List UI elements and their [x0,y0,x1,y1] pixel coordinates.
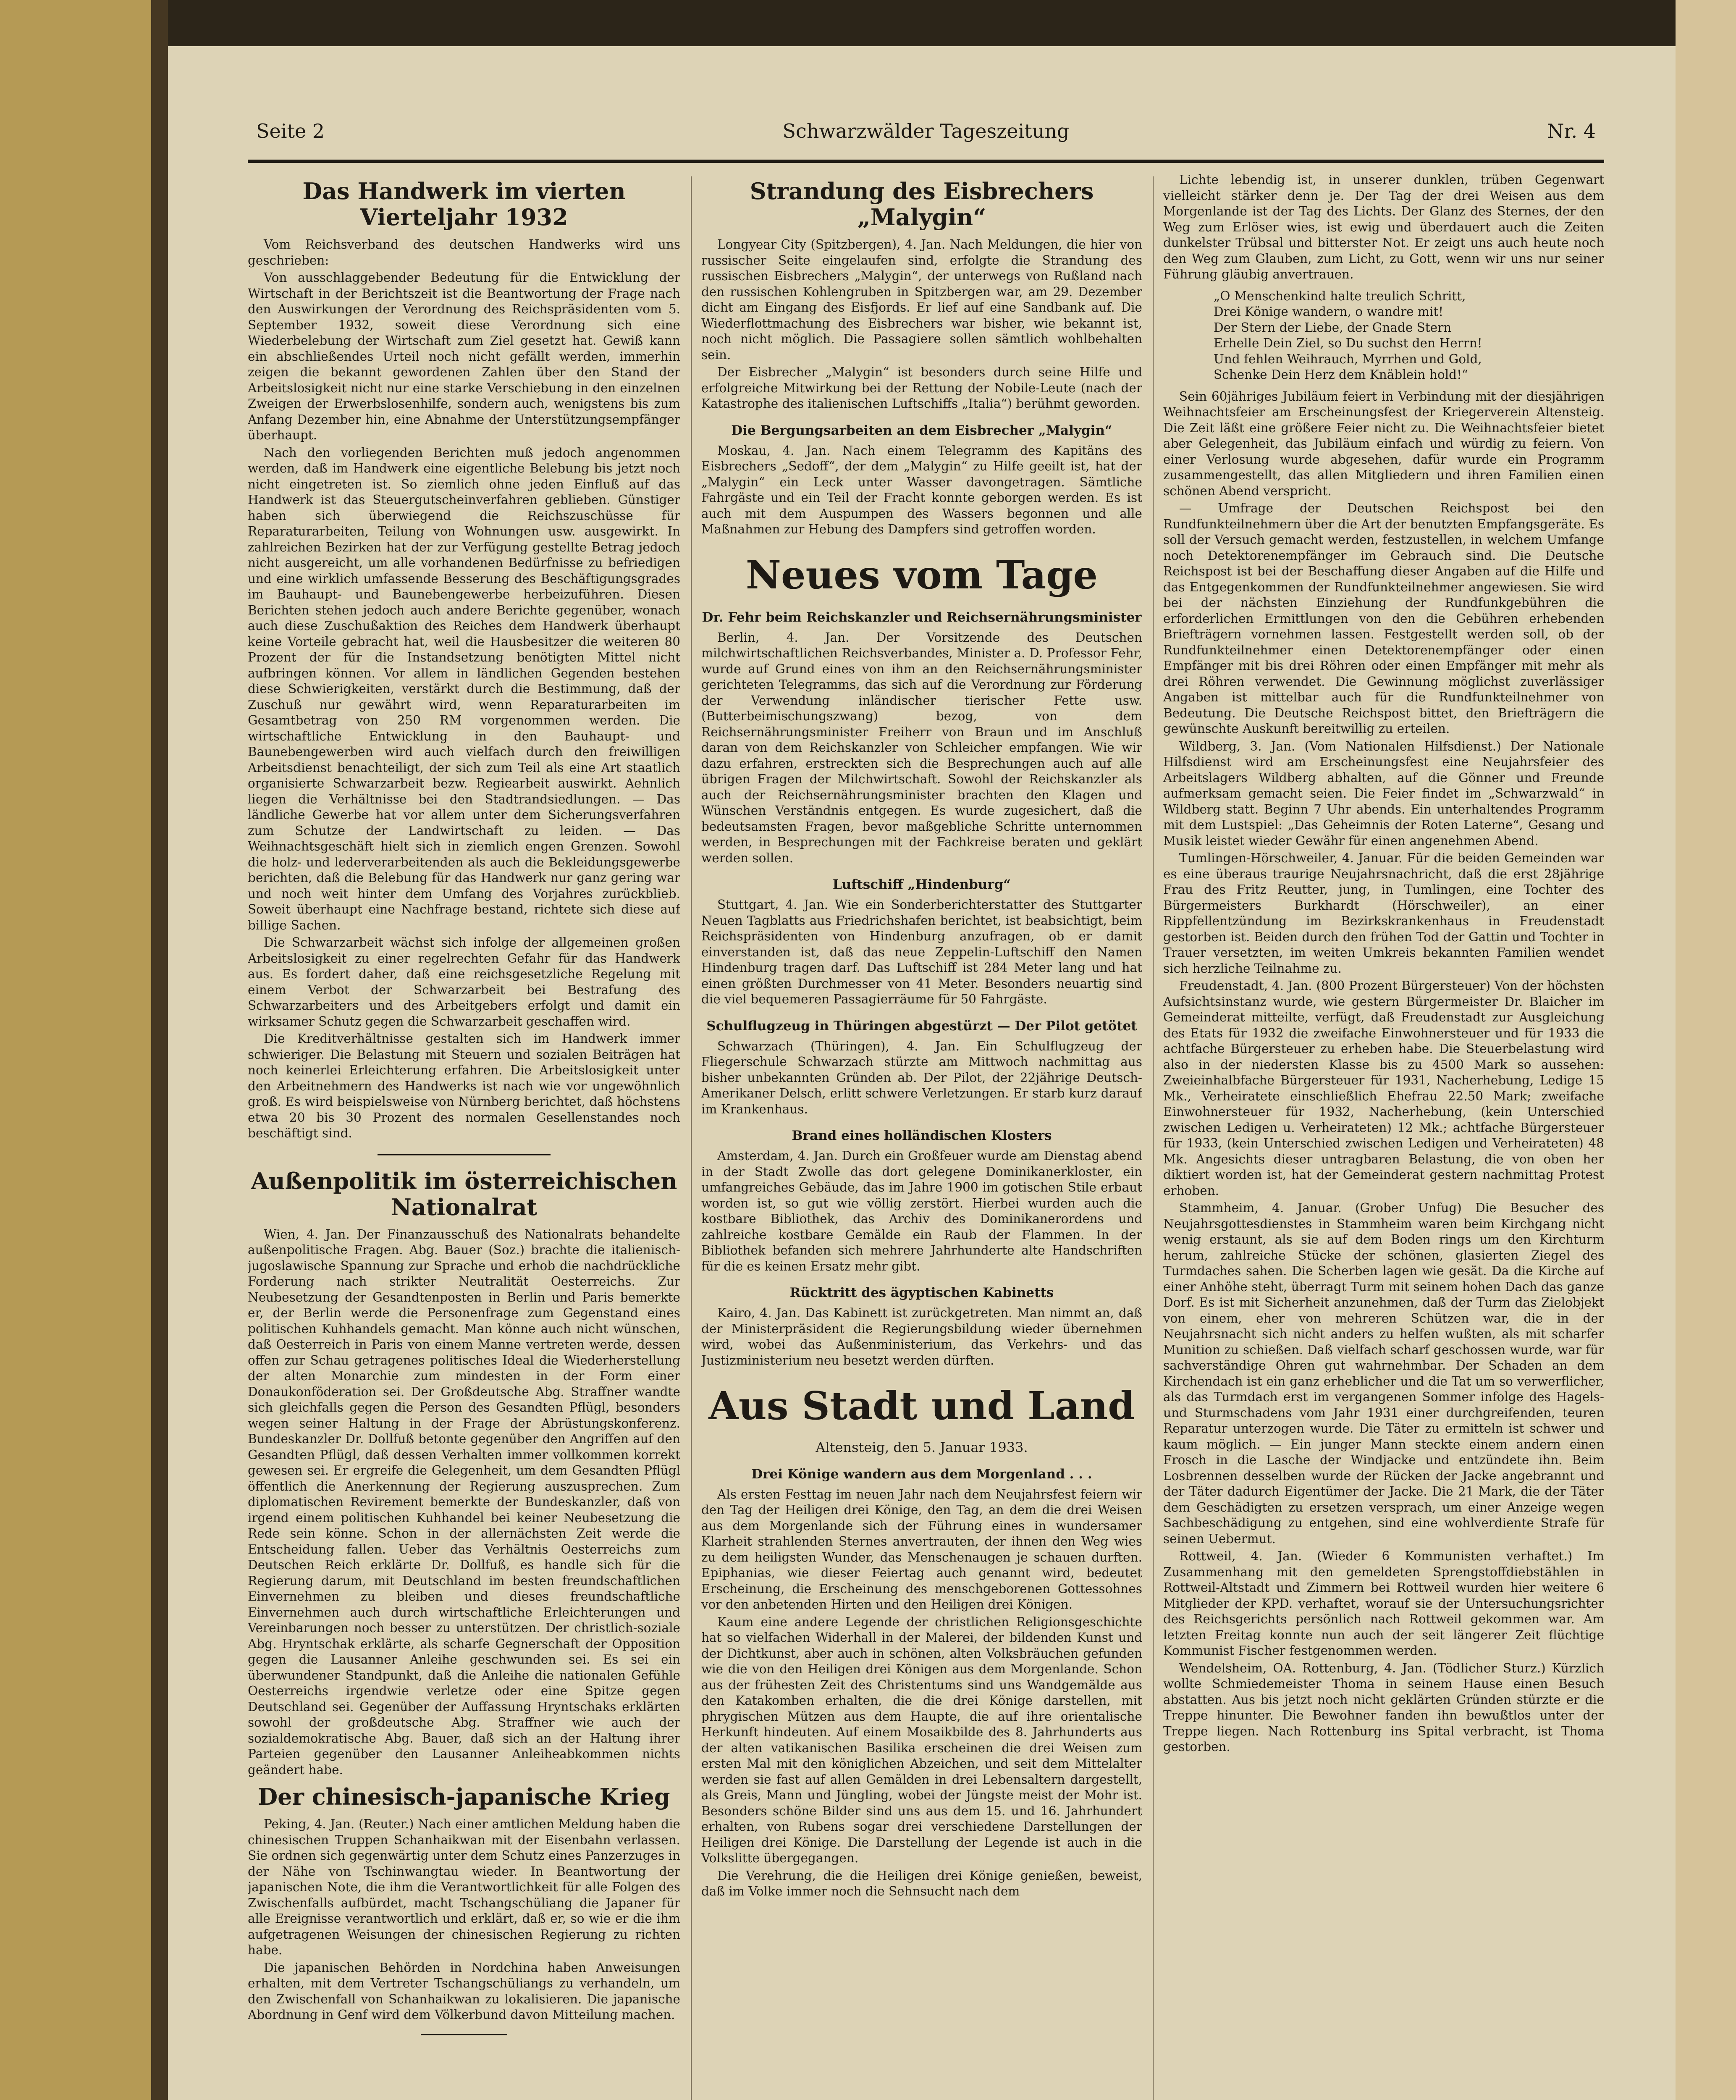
column-end-rule [421,2034,507,2035]
page-number-label: Seite 2 [256,120,325,142]
issue-number-label: Nr. 4 [1547,120,1596,142]
article-paragraph: Die Kreditverhältnisse gestalten sich im Handwerk immer schwieriger. Die Belastung mit Steuern und sozialen Beiträgen hat noch keinerlei Erleichterung erfahren. Die Arbeitslosigkeit unter den Arbeitnehmern des Handwerks ist nach wie vor ungewöhnlich groß. Es wird beispielsweise von Nürnberg berichtet, daß höchstens etwa 20 bis 30 Prozent des normalen Gesellenstandes noch beschäftigt sind. [248,1032,680,1140]
article-paragraph: Die japanischen Behörden in Nordchina haben Anweisungen erhalten, mit dem Vertreter Tschangschüliangs zu verhandeln, um den Zwischenfall von Schanhaikwan zu lokalisieren. Die japanische Abordnung in Genf wird dem Völkerbund davon Mitteilung machen. [248,1960,680,2022]
article-paragraph: Die Schwarzarbeit wächst sich infolge der allgemeinen großen Arbeitslosigkeit zu einer regelrechten Gefahr für das Handwerk aus. Es fordert daher, daß eine reichsgesetzliche Regelung mit einem Verbot der Schwarzarbeit bei Bestrafung des Schwarzarbeiters und des Arbeitgebers erfolgt und damit ein wirksamer Schutz gegen die Schwarzarbeit geschaffen wird. [248,935,680,1029]
article-paragraph: — Umfrage der Deutschen Reichspost bei den Rundfunkteilnehmern über die Art der benutzten Empfangsgeräte. Es soll der Versuch gemacht werden, festzustellen, in welchem Umfange noch Detektorenempfänger im Gebrauch sind. Die Deutsche Reichspost ist bei der Beschaffung dieser Angaben auf die Hilfe und das Entgegenkommen der Rundfunkteilnehmer angewiesen. Sie wird bei der nächsten Einziehung der Rundfunkgebühren die erforderlichen Ermittlungen von den die Gebühren erhebenden Briefträgern vornehmen lassen. Festgestellt werden soll, ob der Rundfunkteilnehmer einen Detektorenempfänger oder einen Empfänger mit bis drei Röhren oder einen Empfänger mit mehr als drei Röhren verwendet. Die Gewinnung möglichst zuverlässiger Angaben ist mittelbar auch für die Rundfunkteilnehmer von Bedeutung. Die Deutsche Reichspost bittet, den Briefträgern die gewünschte Auskunft bereitwillig zu erteilen. [1163,501,1604,736]
right-page-edge [1676,0,1736,2100]
article-paragraph: Moskau, 4. Jan. Nach einem Telegramm des Kapitäns des Eisbrechers „Sedoff“, der dem „Malygin“ zu Hilfe geeilt ist, hat der „Malygin“ ein Leck unter Wasser davongetragen. Sämtliche Fahrgäste und ein Teil der Fracht konnte geborgen werden. Es ist auch mit dem Auspumpen des Wassers begonnen und alle Maßnahmen zur Hebung des Dampfers sind getroffen worden. [701,443,1142,536]
headline-drei-koenige: Drei Könige wandern aus dem Morgenland . . . [751,1466,1092,1482]
article-paragraph: Sein 60jähriges Jubiläum feiert in Verbindung mit der diesjährigen Weihnachtsfeier am Erscheinungsfest der Kriegerverein Altensteig. Die Zeit läßt eine größere Feier nicht zu. Die Weihnachtsfeier bietet aber Gelegenheit, das Jubiläum einfach und würdig zu feiern. Von einer Verlosung wurde abgesehen, dafür wurde ein Programm zusammengestellt, das allen Mitgliedern und ihren Familien einen schönen Abend verspricht. [1163,389,1604,498]
headline-aussenpolitik: Außenpolitik im österreichischen Nationalrat [251,1167,677,1221]
article-paragraph: Kaum eine andere Legende der christlichen Religionsgeschichte hat so vielfachen Widerhall in der Malerei, der bildenden Kunst und der Dichtkunst, aber auch in schönen, alten Volksbräuchen gefunden wie die von den Heiligen drei Königen aus dem Morgenlande. Schon aus der frühesten Zeit des Christentums sind uns Wandgemälde aus den Katakomben erhalten, die die drei Könige darstellen, mit phrygischen Mützen aus dem Haupte, die auf ihre orientalische Herkunft hindeuten. Auf einem Mosaikbilde des 8. Jahrhunderts aus der alten vatikanischen Basilika erscheinen die drei Weisen zum ersten Mal mit den königlichen Abzeichen, und seit dem Mittelalter werden sie fast auf allen Gemälden in drei Lebensaltern dargestellt, als Greis, Mann und Jüngling, wobei der Jüngste meist der Mohr ist. Besonders schöne Bilder sind uns aus dem 15. und 16. Jahrhundert erhalten, von Rubens sogar drei verschiedene Darstellungen der Heiligen drei Könige. Die Darstellung der Legende ist auch in die Volkslitte übergegangen. [701,1614,1142,1865]
article-paragraph: Der Eisbrecher „Malygin“ ist besonders durch seine Hilfe und erfolgreiche Mitwirkung bei der Rettung der Nobile-Leute (nach der Katastrophe des italienischen Luftschiffs „Italia“) berühmt geworden. [701,365,1142,411]
masthead [256,120,1596,162]
poem-line: Der Stern der Liebe, der Gnade Stern [1214,320,1452,335]
headline-strandung: Strandung des Eisbrechers „Malygin“ [750,178,1094,231]
poem-line: Erhelle Dein Ziel, so Du suchst den Herrn! [1214,336,1482,350]
column-2 [701,172,1142,2100]
article-divider [378,1154,551,1155]
headline-krieg: Der chinesisch-japanische Krieg [258,1783,670,1810]
article-paragraph: Von ausschlaggebender Bedeutung für die Entwicklung der Wirtschaft in der Berichtszeit ist die Beantwortung der Frage nach den Auswirkungen der Verordnung des Reichspräsidenten vom 5. September 1932, soweit diese Verordnung sich eine Wiederbelebung der Wirtschaft zum Ziel gesetzt hat. Gewiß kann ein abschließendes Urteil noch nicht gefällt werden, immerhin zeigen die bekannt gewordenen Zahlen über den Stand der Arbeitslosigkeit nicht nur eine starke Verschiebung in den einzelnen Zweigen der Erwerbslosenhilfe, sondern auch, wenigstens bis zum Anfang Dezember hin, eine Abnahme der Unterstützungsempfänger überhaupt. [248,270,680,442]
article-paragraph: Vom Reichsverband des deutschen Handwerks wird uns geschrieben: [248,237,680,268]
article-paragraph: Peking, 4. Jan. (Reuter.) Nach einer amtlichen Meldung haben die chinesischen Truppen Schanhaikwan mit der Eisenbahn verlassen. Sie ordnen sich gegenwärtig unter dem Schutz eines Panzerzuges in der Nähe von Tschinwangtau wieder. In Beantwortung der japanischen Note, die ihm die Verantwortlichkeit für alle Folgen des Zwischenfalls aufbürdet, macht Tschangschüliang die Japaner für alle Ereignisse verantwortlich und erklärt, daß er, so wie er die ihm aufgetragenen Weisungen der chinesischen Regierung zu richten habe. [248,1817,680,1957]
article-paragraph: Kairo, 4. Jan. Das Kabinett ist zurückgetreten. Man nimmt an, daß der Ministerpräsident die Regierungsbildung wieder übernehmen wird, wobei das Außenministerium, das Verkehrs- und das Justizministerium neu besetzt werden dürften. [701,1306,1142,1368]
column-rule-1 [691,176,692,2100]
section-title-aus-stadt-und-land: Aus Stadt und Land [708,1383,1135,1428]
article-paragraph: Longyear City (Spitzbergen), 4. Jan. Nach Meldungen, die hier von russischer Seite eingelaufen sind, erfolgte die Strandung des russischen Eisbrechers „Malygin“, der unterwegs von Rußland nach den russischen Kohlengruben in Spitzbergen war, am 29. Dezember dicht am Eingang des Eisfjords. Er lief auf eine Sandbank auf. Die Wiederflottmachung des Eisbrechers war bisher, wie bekannt ist, noch nicht möglich. Die Passagiere sollen sämtlich wohlbehalten sein. [701,237,1142,362]
poem-line: Schenke Dein Herz dem Knäblein hold!“ [1214,368,1468,382]
headline-luftschiff: Luftschiff „Hindenburg“ [832,877,1011,892]
local-dateline: Altensteig, den 5. Januar 1933. [816,1439,1028,1455]
column-1 [248,172,680,2100]
poem [1163,289,1604,383]
article-paragraph: Schwarzach (Thüringen), 4. Jan. Ein Schulflugzeug der Fliegerschule Schwarzach stürzte am Mittwoch nachmittag aus bisher unbekannten Gründen ab. Der Pilot, der 22jährige Deutsch-Amerikaner Delsch, erlitt schwere Verletzungen. Er starb kurz darauf im Krankenhaus. [701,1039,1142,1116]
article-paragraph: Freudenstadt, 4. Jan. (800 Prozent Bürgersteuer) Von der höchsten Aufsichtsinstanz wurde, wie gestern Bürgermeister Dr. Blaicher im Gemeinderat mitteilte, verfügt, daß Freudenstadt zur Ausgleichung des Etats für 1932 die zweifache Einwohnersteuer und für 1933 die achtfache Bürgersteuer zu erheben habe. Die Steuerbelastung wird also in der niedersten Klasse bis zu 4500 Mark so aussehen: Zweieinhalbfache Bürgersteuer für 1931, Nacherhebung, Ledige 15 Mk., Verheiratete einschließlich Ehefrau 22.50 Mark; zweifache Einwohnersteuer für 1932, Nacherhebung, (kein Unterschied zwischen Ledigen u. Verheirateten) 12 Mk.; achtfache Bürgersteuer für 1933, (kein Unterschied zwischen Ledigen und Verheirateten) 48 Mk. Angesichts dieser untragbaren Belastung, die von oben her diktiert worden ist, hat der Gemeinderat gestern nachmittag Protest erhoben. [1163,979,1604,1198]
headline-ruecktritt: Rücktritt des ägyptischen Kabinetts [789,1285,1054,1300]
article-paragraph: Wien, 4. Jan. Der Finanzausschuß des Nationalrats behandelte außenpolitische Fragen. Abg. Bauer (Soz.) brachte die italienisch-jugoslawische Spannung zur Sprache und erhob die nachdrückliche Forderung nach strikter Neutralität Oesterreichs. Zur Neubesetzung der Gesandtenposten in Berlin und Paris bemerkte er, der Berlin werde die Personenfrage zum Gegenstand eines politischen Kuhhandels gemacht. Man könne auch nicht wünschen, daß Oesterreich in Paris von einem Manne vertreten werde, dessen offen zur Schau getragenes politisches Ideal die Wiederherstellung der alten Monarchie zum mindesten in der Form einer Donaukonföderation sei. Der Großdeutsche Abg. Straffner wandte sich gleichfalls gegen die Person des Gesandten Pflügl, besonders wegen seiner Haltung in der Frage der Abrüstungskonferenz. Bundeskanzler Dr. Dollfuß betonte gegenüber den Angriffen auf den Gesandten Pflügl, daß dessen Verhalten immer vollkommen korrekt gewesen sei. Er ergreife die Gelegenheit, um dem Gesandten Pflügl öffentlich die Anerkennung der Regierung auszusprechen. Zum diplomatischen Revirement bemerkte der Bundeskanzler, daß von irgend einem politischen Kuhhandel bei keiner Neubesetzung die Rede sein könne. Schon in der allernächsten Zeit werde die Entscheidung fallen. Ueber das Verhältnis Oesterreichs zum Deutschen Reich erklärte Dr. Dollfuß, es handle sich für die Regierung darum, mit Deutschland im besten freundschaftlichen Einvernehmen zu bleiben und dieses freundschaftliche Einvernehmen auch durch wirtschaftliche Erleichterungen und Vereinbarungen noch besser zu unterstützen. Der christlich-soziale Abg. Hryntschak erklärte, als scharfe Gegnerschaft der Opposition gegen die Lausanner Anleihe geschwunden sei. Es sei ein überwundener Standpunkt, daß die Anleihe die nationalen Gefühle Oesterreichs irgendwie verletze oder eine Spitze gegen Deutschland sei. Gegenüber der Auffassung Hryntschaks erklärten sowohl der großdeutsche Abg. Straffner wie auch der sozialdemokratische Abg. Bauer, daß sich an der Haltung ihrer Parteien gegenüber den Lausanner Anleiheabkommen nichts geändert habe. [248,1227,680,1777]
headline-brand: Brand eines holländischen Klosters [792,1128,1052,1143]
masthead-rule [248,160,1604,163]
section-title-neues-vom-tage: Neues vom Tage [745,552,1098,598]
article-paragraph: Rottweil, 4. Jan. (Wieder 6 Kommunisten verhaftet.) Im Zusammenhang mit den gemeldeten Sprengstoffdiebstählen in Rottweil-Altstadt und Zimmern bei Rottweil wurden hier weitere 6 Mitglieder der KPD. verhaftet, worauf sie der Untersuchungsrichter des Reichsgerichts persönlich nach Rottweil gekommen war. Am letzten Freitag konnte nun auch der seit längerer Zeit flüchtige Kommunist Fischer festgenommen werden. [1163,1549,1604,1658]
article-paragraph: Wendelsheim, OA. Rottenburg, 4. Jan. (Tödlicher Sturz.) Kürzlich wollte Schmiedemeister Thoma in seinem Hause einen Besuch abstatten. Aus bis jetzt noch nicht geklärten Gründen stürzte er die Treppe hinunter. Die Bewohner fanden ihn bewußtlos unter der Treppe liegen. Nach Rottenburg ins Spital verbracht, ist Thoma gestorben. [1163,1661,1604,1754]
article-paragraph: Lichte lebendig ist, in unserer dunklen, trüben Gegenwart vielleicht stärker denn je. Der Tag der drei Weisen aus dem Morgenlande ist der Tag des Lichts. Der Glanz des Sternes, der den Weg zum Erlöser wies, ist ewig und überdauert auch die Zeiten dunkelster Trübsal und bitterster Not. Er zeigt uns auch heute noch den Weg zum Glauben, zum Licht, zu Gott, wenn wir uns nur seiner Führung gläubig anvertrauen. [1163,173,1604,281]
article-paragraph: Berlin, 4. Jan. Der Vorsitzende des Deutschen milchwirtschaftlichen Reichsverbandes, Minister a. D. Professor Fehr, wurde auf Grund eines von ihm an den Reichsernährungsminister gerichteten Telegramms, das sich auf die Verordnung zur Förderung der Verwendung inländischer tierischer Fette usw. (Butterbeimischungszwang) bezog, von dem Reichsernährungsminister Freiherr von Braun und im Anschluß daran von dem Reichskanzler von Schleicher empfangen. Wie wir dazu erfahren, erstreckten sich die Besprechungen auch auf alle übrigen Fragen der Milchwirtschaft. Sowohl der Reichskanzler als auch der Reichsernährungsminister brachten den Klagen und Wünschen Verständnis entgegen. Es wurde zugesichert, daß die bedeutsamsten Fragen, bevor maßgebliche Schritte unternommen werden, in Besprechungen mit der Fachkreise beraten und geklärt werden sollen. [701,630,1142,865]
headline-schulflugzeug: Schulflugzeug in Thüringen abgestürzt — Der Pilot getötet [706,1018,1137,1034]
article-paragraph: Als ersten Festtag im neuen Jahr nach dem Neujahrsfest feiern wir den Tag der Heiligen drei Könige, den Tag, an dem die drei Weisen aus dem Morgenlande sich der Führung eines in wundersamer Klarheit strahlenden Sternes anvertrauten, der ihnen den Weg wies zu dem heiligsten Wunder, das Menschenaugen je schauen durften. Epiphanias, wie dieser Feiertag auch genannt wird, bedeutet Erscheinung, die Erscheinung des menschgeborenen Gottessohnes vor den anbetenden Hirten und den Heiligen drei Königen. [701,1487,1142,1612]
newspaper-page [168,46,1676,2100]
article-paragraph: Stammheim, 4. Januar. (Grober Unfug) Die Besucher des Neujahrsgottesdienstes in Stammheim waren beim Kirchgang nicht wenig erstaunt, als sie auf dem Boden rings um den Kirchturm herum, zahlreiche Stücke der schönen, glasierten Ziegel des Turmdaches sahen. Die Scherben lagen wie gesät. Da die Kirche auf einer Anhöhe steht, überragt Turm mit seinem hohen Dach das ganze Dorf. Es ist mit Sicherheit anzunehmen, daß der Turm das Zielobjekt von einem, eher von mehreren Schützen war, die in der Neujahrsnacht sich nicht anders zu helfen wußten, als mit scharfer Munition zu schießen. Daß vielfach scharf geschossen wurde, war für sachverständige Ohren gut wahrnehmbar. Der Schaden an dem Kirchendach ist ein ganz erheblicher und die Tat um so verwerflicher, als das Turmdach erst im vergangenen Sommer infolge des Hagels- und Sturmschadens vom Jahr 1931 einer durchgreifenden, teuren Reparatur unterzogen wurde. Die Täter zu ermitteln ist schwer und kaum möglich. — Ein junger Mann steckte einem andern einen Frosch in die Lasche der Windjacke und entzündete ihn. Beim Losbrennen desselben wurde der Rücken der Jacke angebrannt und der Täter dadurch Eigentümer der Jacke. Die 21 Mark, die der Täter dem Geschädigten zu ersetzen versprach, um einer Anzeige wegen Sachbeschädigung zu entgehen, sind eine wohlverdiente Strafe für seinen Uebermut. [1163,1201,1604,1546]
headline-bergung: Die Bergungsarbeiten an dem Eisbrecher „Malygin“ [731,423,1112,438]
newspaper-name: Schwarzwälder Tageszeitung [782,120,1070,142]
article-paragraph: Tumlingen-Hörschweiler, 4. Januar. Für die beiden Gemeinden war es eine überaus traurige Neujahrsnachricht, daß die erst 28jährige Frau des Fritz Reutter, jung, in Tumlingen, eine Tochter des Bürgermeisters Burkhardt (Hörschweiler), an einer Rippfellentzündung im Bezirkskrankenhaus in Freudenstadt gestorben ist. Beiden durch den frühen Tod der Gattin und Tochter in Trauer versetzten, im weiten Umkreis bekannten Familien wendet sich herzliche Teilnahme zu. [1163,851,1604,976]
column-3 [1163,172,1604,2100]
spine-edge-shadow [151,0,168,2100]
article-paragraph: Nach den vorliegenden Berichten muß jedoch angenommen werden, daß im Handwerk eine eigentliche Belebung bis jetzt noch nicht eingetreten ist. So ziemlich ohne jeden Einfluß auf das Handwerk ist das Steuergutscheinverfahren geblieben. Günstiger haben sich überwiegend die Reichszuschüsse für Reparaturarbeiten, Teilung von Wohnungen usw. ausgewirkt. In zahlreichen Bezirken hat der zur Verfügung gestellte Betrag jedoch nicht ausgereicht, um alle vorhandenen Bedürfnisse zu befriedigen und eine wirklich umfassende Besserung des Beschäftigungsgrades im Bauhaupt- und Baunebengewerbe herbeizuführen. Diesen Berichten stehen jedoch auch andere Berichte gegenüber, wonach auch diese Zuschußaktion des Reiches dem Handwerk überhaupt keine Vorteile gebracht hat, weil die Hausbesitzer die weiteren 80 Prozent der für die Instandsetzung benötigten Mittel nicht aufbringen können. Vor allem in ländlichen Gegenden bestehen diese Schwierigkeiten, verstärkt durch die Bestimmung, daß der Zuschuß nur gewährt wird, wenn Reparaturarbeiten im Gesamtbetrag von 250 RM vorgenommen werden. Die wirtschaftliche Entwicklung in den Bauhaupt- und Baunebengewerben wird auch vielfach durch den freiwilligen Arbeitsdienst benachteiligt, der sich zum Teil als eine Art staatlich organisierte Schwarzarbeit bezw. Regiearbeit auswirkt. Aehnlich liegen die Verhältnisse bei den Stadtrandsiedlungen. — Das ländliche Gewerbe hat vor allem unter dem Sicherungsverfahren zum Schutze der Landwirtschaft zu leiden. — Das Weihnachtsgeschäft hielt sich in ziemlich engen Grenzen. Sowohl die holz- und lederverarbeitenden als auch die Bekleidungsgewerbe berichten, daß die Belebung für das Handwerk nur ganz gering war und noch weit hinter dem Umfang des Vorjahres zurückblieb. Soweit überhaupt eine Nachfrage bestand, richtete sich diese auf billige Sachen. [248,445,680,932]
article-paragraph: Amsterdam, 4. Jan. Durch ein Großfeuer wurde am Dienstag abend in der Stadt Zwolle das dort gelegene Dominikanerkloster, ein umfangreiches Gebäude, das im Jahre 1900 im gotischen Stile erbaut worden ist, so gut wie völlig zerstört. Hierbei wurden auch die kostbare Bibliothek, das Archiv des Dominikanerordens und zahlreiche kostbare Gemälde ein Raub der Flammen. In der Bibliothek befanden sich mehrere Jahrhunderte alte Handschriften für die es keinen Ersatz mehr gibt. [701,1149,1142,1273]
poem-line: Und fehlen Weihrauch, Myrrhen und Gold, [1214,352,1482,366]
article-paragraph: Wildberg, 3. Jan. (Vom Nationalen Hilfsdienst.) Der Nationale Hilfsdienst wird am Erscheinungsfest eine Neujahrsfeier des Arbeitslagers Wildberg abhalten, auf die Gönner und Freunde aufmerksam gemacht seien. Die Feier findet im „Schwarzwald“ in Wildberg statt. Beginn 7 Uhr abends. Ein unterhaltendes Programm mit dem Lustspiel: „Das Geheimnis der Roten Laterne“, Gesang und Musik leistet wieder Gewähr für einen angenehmen Abend. [1163,739,1604,848]
article-paragraph: Stuttgart, 4. Jan. Wie ein Sonderberichterstatter des Stuttgarter Neuen Tagblatts aus Friedrichshafen berichtet, ist beabsichtigt, beim Reichspräsidenten von Hindenburg anzufragen, ob er damit einverstanden ist, daß das neue Zeppelin-Luftschiff den Namen Hindenburg tragen darf. Das Luftschiff ist 284 Meter lang und hat einen größten Durchmesser von 41 Meter. Besonders neuartig sind die viel bequemeren Passagierräume für 50 Fahrgäste. [701,898,1142,1006]
headline-fehr: Dr. Fehr beim Reichskanzler und Reichsernährungsminister [702,609,1142,625]
poem-line: „O Menschenkind halte treulich Schritt, [1214,289,1466,303]
column-rule-2 [1153,176,1154,2100]
article-paragraph: Die Verehrung, die die Heiligen drei Könige genießen, beweist, daß im Volke immer noch die Sehnsucht nach dem [701,1868,1142,1898]
poem-line: Drei Könige wandern, o wandre mit! [1214,304,1444,319]
headline-handwerk: Das Handwerk im vierten Vierteljahr 1932 [302,178,626,231]
book-spine [0,0,151,2100]
